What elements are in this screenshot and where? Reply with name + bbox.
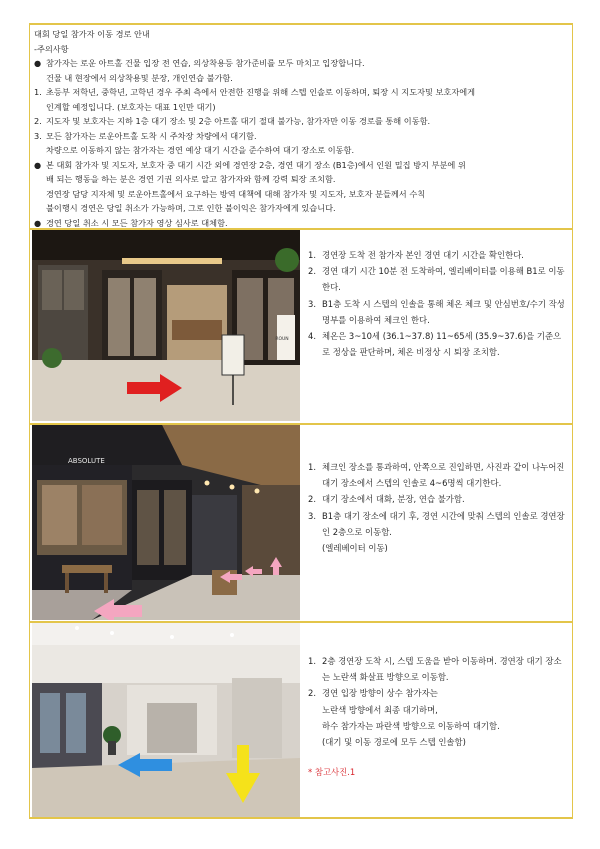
item-text: B1층 대기 장소에 대기 후, 경연 시간에 맞춰 스텝의 인솔로 경연장인 2층으로 이동함. [322, 510, 565, 537]
item-number: 3. [308, 510, 316, 521]
notice-text: 본 대회 참가자 및 지도자, 보호자 중 대기 시간 외에 경연장 2층, 경연 대기 장소 (B1층)에서 인원 밀집 방지 부분에 위 [46, 159, 466, 170]
item-text: 대기 장소에서 대화, 분장, 연습 불가함. [322, 494, 465, 505]
item-number: 1. [308, 656, 316, 666]
item-text: B1층 도착 시 스텝의 인솔을 통해 체온 체크 및 안심번호/수기 작성 명부를 이용하여 체크인 한다. [322, 298, 565, 325]
item-number: 4. [308, 331, 316, 342]
sign-text: ROUN [275, 337, 289, 342]
item-text: (대기 및 이동 경로에 모두 스텝 인솔함) [322, 737, 466, 748]
notice-text: 모든 참가자는 로운아트홀 도착 시 주차장 차량에서 대기함. [46, 130, 257, 141]
caution-header: -주의사항 [34, 43, 69, 54]
divider [30, 817, 572, 819]
section3-description [308, 653, 566, 780]
item-number: 3. [308, 298, 316, 309]
bullet-icon: ● [34, 159, 42, 170]
notice-text: 건물 내 현장에서 의상착용및 분장, 개인연습 불가함. [46, 72, 233, 83]
section1-description [308, 247, 566, 360]
bullet-icon: ● [34, 58, 42, 68]
item-number: 2. [308, 266, 316, 277]
lobby-entrance-photo [32, 230, 300, 421]
item-number: 2. [308, 688, 316, 699]
notice-text: 초등부 저학년, 중학년, 고학년 경우 주최 측에서 안전한 진행을 위해 스텝 인솔로 이동하며, 퇴장 시 지도자및 보호자에게 [46, 87, 476, 97]
item-number: 1. [308, 462, 316, 472]
item-number: 1. [308, 250, 316, 260]
section2-description [308, 459, 566, 556]
notice-text: 경연 당일 취소 시 모든 참가자 영상 심사로 대체함. [46, 217, 228, 228]
item-text: 경연 대기 시간 10분 전 도착하여, 엘리베이터를 이용해 B1로 이동한다. [322, 266, 565, 293]
notice-text: 차량으로 이동하지 않는 참가자는 경연 예상 대기 시간을 준수하여 대기 장소로 이동함. [46, 145, 355, 155]
sign-text: ABSOLUTE [68, 457, 105, 465]
item-number: 2. [308, 494, 316, 505]
bullet-icon: ● [34, 217, 42, 228]
item-text: 하수 참가자는 파란색 방향으로 이동하여 대기함. [322, 720, 500, 731]
notice-text: 참가자는 로운 아트홀 건물 입장 전 연습, 의상착용등 참가준비를 모두 마치고 입장합니다. [46, 58, 365, 68]
item-text: 경연 입장 방향이 상수 참가자는 [322, 688, 438, 699]
notice-text: 배 되는 행동을 하는 분은 경연 기권 의사로 알고 참가자와 함께 강력 퇴장 조치함. [46, 174, 336, 184]
document-title: 대회 당일 참가자 이동 경로 안내 [34, 29, 150, 39]
notice-text: 인계할 예정입니다. (보호자는 대표 1인만 대기) [46, 101, 216, 112]
reference-note: * 참고사진.1 [308, 767, 356, 778]
notice-text: 불이행시 경연은 당일 취소가 가능하며, 그로 인한 불이익은 참가자에게 있습니다. [46, 203, 336, 213]
item-text: 2층 경연장 도착 시, 스텝 도움을 받아 이동하며. 경연장 대기 장소는 노란색 화살표 방향으로 이동함. [322, 656, 562, 683]
notice-text: 지도자 및 보호자는 지하 1층 대기 장소 및 2층 아트홀 대기 절대 불가능, 참가자만 이동 경로를 통해 이동함. [46, 116, 431, 126]
item-text: 경연장 도착 전 참가자 본인 경연 대기 시간을 확인한다. [322, 250, 524, 260]
second-floor-hall-photo [32, 623, 300, 817]
item-text: (엘레베이터 이동) [322, 543, 388, 554]
item-text: 체온은 3~10세 (36.1~37.8) 11~65세 (35.9~37.6)을 기준으로 정상을 판단하며, 체온 비정상 시 퇴장 조치함. [322, 331, 562, 358]
item-text: 노란색 방향에서 최종 대기하며, [322, 704, 438, 715]
item-text: 체크인 장소를 통과하여, 안쪽으로 진입하면, 사진과 같이 나누어진 대기 장소에서 스텝의 인솔로 4~6명씩 대기한다. [322, 462, 565, 489]
document-frame [29, 23, 573, 819]
waiting-area-photo [32, 425, 300, 620]
notice-section: 대회 당일 참가자 이동 경로 안내 -주의사항 ● 참가자는 로운 아트홀 건물 입장 전 연습, 의상착용등 참가준비를 모두 마치고 입장합니다. 건물 내 현장에서 의상착용및 분장, 개인연습 불가함. 1. 초등부 저학년, 중학년, 고학년 경우 주최 측에서 안전한 진행을 위해 스텝 인솔로 이동하며, 퇴장 시 지도자및 보호자에게 인계할 예정입니다. (보호자는 대표 1인만 대기) 2. 지도자 및 보호자는 지하 1층 대기 장소 및 2층 아트홀 대기 절대 불가능, 참가자만 이동 경로를 통해 이동함. 3. 모든 참가자는 로운아트홀 도착 시 주차장 차량에서 대기함. 차량으로 이동하지 않는 참가자는 경연 예상 대기 시간을 준수하여 대기 장소로 이동함. ● 본 대회 참가자 및 지도자, 보호자 중 대기 시간 외에 경연장 2층, 경연 대기 장소 (B1층)에서 인원 밀집 방지 부분에 위 배 되는 행동을 하는 분은 경연 기권 의사로 알고 참가자와 함께 강력 퇴장 조치함. 경연장 담당 지자체 및 로운아트홀에서 요구하는 방역 대책에 대해 참가자 및 지도자, 보호자 분들께서 수칙 불이행시 경연은 당일 취소가 가능하며, 그로 인한 불이익은 참가자에게 있습니다. ● 경연 당일 취소 시 모든 참가자 영상 심사로 대체함. [34, 27, 566, 230]
notice-text: 경연장 담당 지자체 및 로운아트홀에서 요구하는 방역 대책에 대해 참가자 및 지도자, 보호자 분들께서 수칙 [46, 188, 426, 199]
divider [30, 23, 572, 25]
